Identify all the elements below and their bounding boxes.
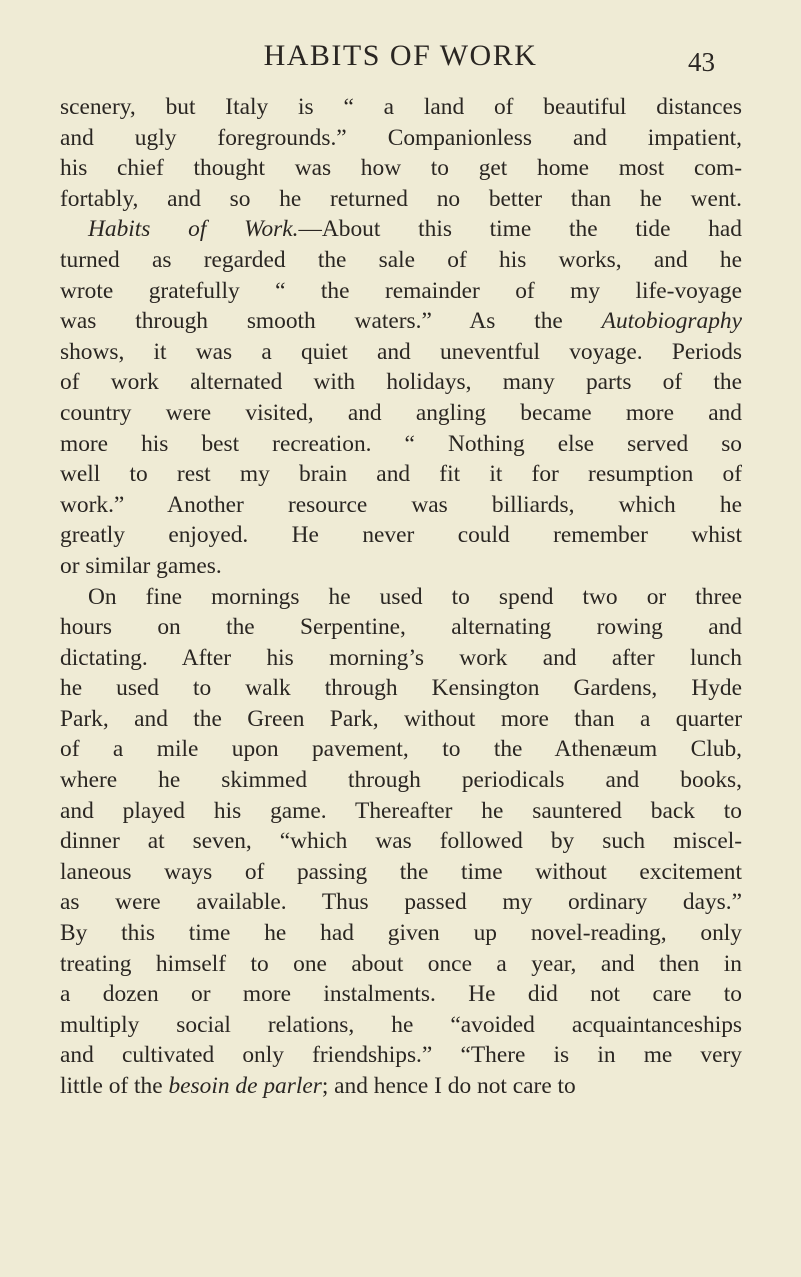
text-line: [60, 1010, 742, 1041]
text-run: his chief thought was how to get home most com-: [60, 155, 742, 182]
text-line: [60, 490, 742, 521]
text-run: dictating. After his morning’s work and after lunch: [60, 644, 742, 671]
body-text: [60, 92, 742, 1102]
text-line: [60, 459, 742, 490]
text-run: turned as regarded the sale of his works, and he: [60, 246, 742, 273]
text-run: and cultivated only friendships.” “There is in me very: [60, 1042, 742, 1069]
text-line: [60, 887, 742, 918]
text-run: work.” Another resource was billiards, which he: [60, 491, 742, 518]
text-line: [60, 1040, 742, 1071]
text-line: [60, 857, 742, 888]
text-line: [60, 153, 742, 184]
text-line: [60, 337, 742, 368]
text-line: [60, 704, 742, 735]
text-run: he used to walk through Kensington Gardens, Hyde: [60, 675, 742, 702]
text-line: [60, 184, 742, 215]
text-run: of work alternated with holidays, many parts of the: [60, 369, 742, 396]
text-line: [60, 123, 742, 154]
text-run: dinner at seven, “which was followed by such miscel-: [60, 828, 742, 855]
text-line: [60, 276, 742, 307]
text-line: [60, 734, 742, 765]
text-run: greatly enjoyed. He never could remember whist: [60, 522, 742, 549]
text-run: or similar games.: [60, 552, 222, 579]
text-line: [60, 245, 742, 276]
text-line: [60, 214, 742, 245]
text-line: [60, 367, 742, 398]
text-run: scenery, but Italy is “ a land of beautiful distances: [60, 94, 742, 120]
text-run: —About this time the tide had: [298, 216, 742, 243]
text-line: [60, 765, 742, 796]
text-run: little of the: [60, 1073, 169, 1099]
text-run: well to rest my brain and fit it for resumption of: [60, 461, 742, 488]
text-run: where he skimmed through periodicals and books,: [60, 767, 742, 794]
page-number: 43: [688, 47, 715, 77]
text-line: [60, 673, 742, 704]
text-run: of a mile upon pavement, to the Athenæum Club,: [60, 736, 742, 763]
text-run: shows, it was a quiet and uneventful voyage. Periods: [60, 338, 742, 365]
italic-text: Habits of Work.: [88, 216, 299, 243]
text-line: [60, 429, 742, 460]
italic-text: besoin de parler: [168, 1073, 322, 1099]
text-run: multiply social relations, he “avoided acquaintanceships: [60, 1011, 742, 1038]
text-run: Park, and the Green Park, without more than a quarter: [60, 705, 742, 732]
text-line: [60, 551, 742, 582]
italic-text: Autobiography: [601, 308, 742, 335]
text-line: [60, 826, 742, 857]
text-line: [60, 918, 742, 949]
running-head: HABITS OF WORK: [263, 39, 538, 72]
text-run: was through smooth waters.” As the: [60, 308, 602, 335]
text-run: On fine mornings he used to spend two or three: [88, 583, 742, 610]
text-run: more his best recreation. “ Nothing else served so: [60, 430, 742, 457]
page-header: [0, 36, 801, 76]
text-run: a dozen or more instalments. He did not care to: [60, 981, 742, 1008]
text-run: and played his game. Thereafter he sauntered back to: [60, 797, 742, 824]
text-line: [60, 1071, 742, 1102]
text-line: [60, 398, 742, 429]
text-run: fortably, and so he returned no better than he went.: [60, 185, 742, 212]
text-line: [60, 949, 742, 980]
text-run: country were visited, and angling became more and: [60, 399, 742, 426]
text-line: [60, 92, 742, 123]
text-line: [60, 520, 742, 551]
text-run: hours on the Serpentine, alternating rowing and: [60, 614, 742, 641]
text-line: [60, 306, 742, 337]
text-run: treating himself to one about once a year, and then in: [60, 950, 742, 977]
text-run: wrote gratefully “ the remainder of my life-voyage: [60, 277, 742, 304]
text-run: ; and hence I do not care to: [321, 1073, 576, 1099]
text-line: [60, 582, 742, 613]
text-line: [60, 979, 742, 1010]
text-run: as were available. Thus passed my ordinary days.”: [60, 889, 742, 916]
text-line: [60, 643, 742, 674]
text-line: [60, 796, 742, 827]
text-run: and ugly foregrounds.” Companionless and impatient,: [60, 124, 742, 151]
text-run: By this time he had given up novel-reading, only: [60, 920, 742, 947]
text-line: [60, 612, 742, 643]
text-run: laneous ways of passing the time without excitement: [60, 858, 742, 885]
